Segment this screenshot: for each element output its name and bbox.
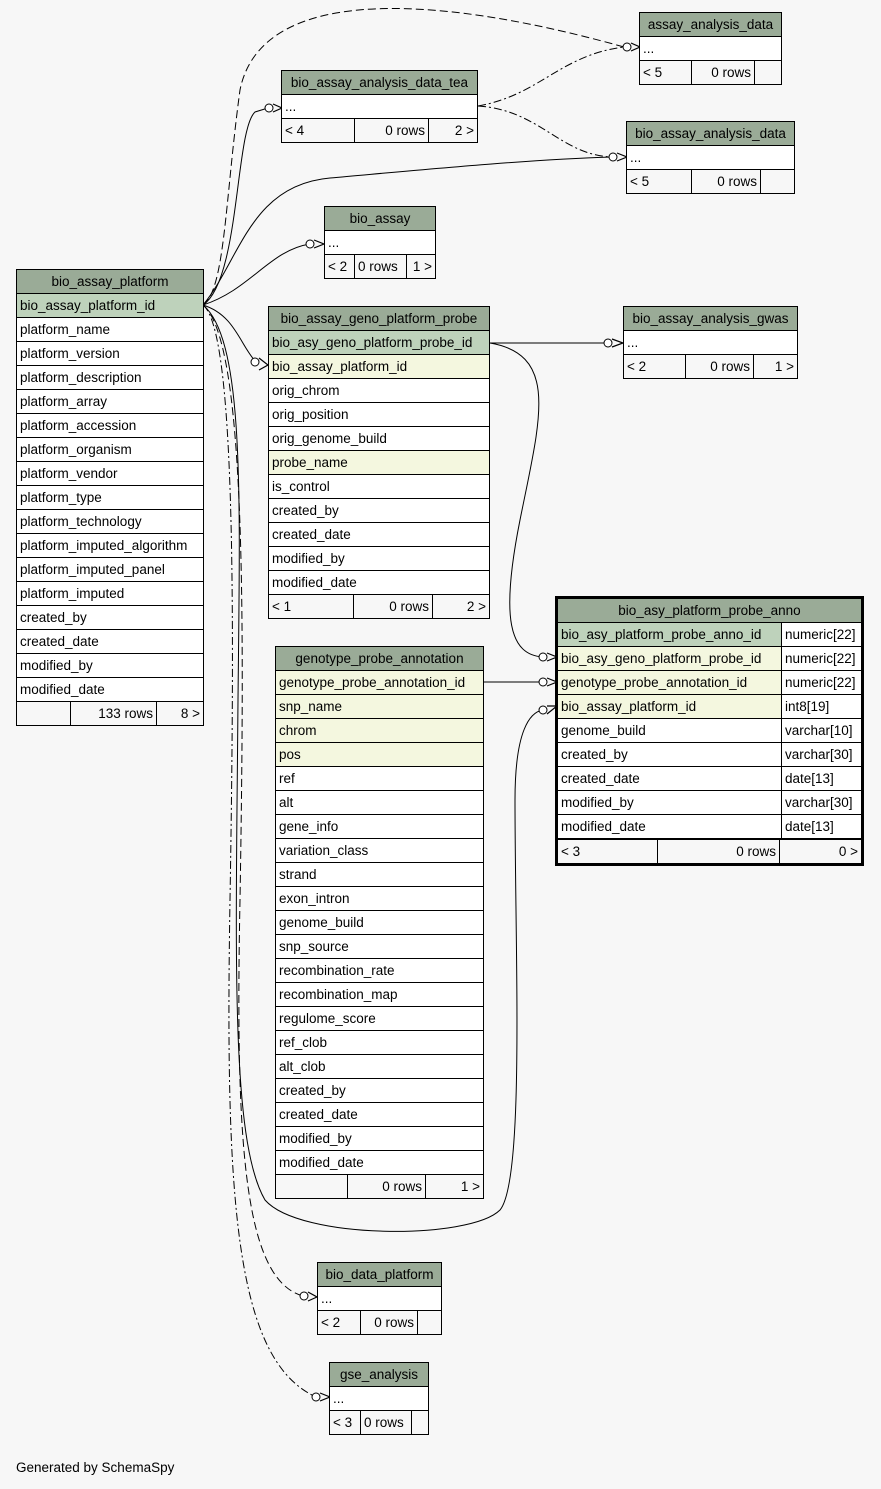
table-footer: [330, 1411, 428, 1434]
table-title: bio_assay_analysis_gwas: [624, 307, 797, 331]
table-row: [269, 331, 489, 355]
table-row: [17, 462, 203, 486]
table-footer: [558, 839, 861, 863]
table-gse-analysis[interactable]: [329, 1362, 429, 1435]
table-bio-assay[interactable]: [324, 206, 436, 279]
column-name: modified_date: [279, 1155, 364, 1170]
column-name: modified_date: [20, 682, 105, 697]
column-name: modified_by: [279, 1131, 352, 1146]
column-name: recombination_rate: [279, 963, 395, 978]
link-tea-to-bio-assay-analysis-data: [478, 106, 612, 157]
table-row: [624, 331, 797, 355]
column-name: alt: [279, 795, 294, 810]
table-row: [17, 534, 203, 558]
column-name: genome_build: [561, 723, 646, 738]
column-type: varchar[30]: [781, 791, 861, 814]
table-title: bio_assay_analysis_data: [627, 122, 794, 146]
column-name: modified_date: [561, 819, 646, 834]
table-row: [558, 647, 861, 671]
table-row: [558, 743, 861, 767]
table-footer: [627, 170, 794, 193]
column-name: variation_class: [279, 843, 369, 858]
column-type: numeric[22]: [781, 671, 861, 694]
column-name: platform_organism: [20, 442, 132, 457]
table-title: bio_assay_geno_platform_probe: [269, 307, 489, 331]
column-name: recombination_map: [279, 987, 398, 1002]
table-bio-assay-analysis-data-tea[interactable]: [281, 70, 478, 143]
column-name: modified_by: [20, 658, 93, 673]
table-row: [17, 318, 203, 342]
column-name: ...: [627, 335, 639, 350]
row-count: 0 rows: [360, 1311, 417, 1334]
table-row: [17, 342, 203, 366]
row-count: 0 rows: [360, 1411, 411, 1434]
table-row: [276, 719, 483, 743]
table-bio-assay-analysis-data[interactable]: [626, 121, 795, 194]
table-row: [640, 37, 781, 61]
children-count: 1 >: [425, 1175, 483, 1198]
table-row: [276, 863, 483, 887]
column-name: regulome_score: [279, 1011, 376, 1026]
table-row: [276, 671, 483, 695]
table-row: [282, 95, 477, 119]
table-footer: [282, 119, 477, 142]
parents-count: [17, 702, 70, 725]
column-type: date[13]: [781, 815, 861, 838]
column-name: genome_build: [279, 915, 364, 930]
column-name: genotype_probe_annotation_id: [279, 675, 466, 690]
children-count: [760, 170, 794, 193]
column-name: platform_imputed_panel: [20, 562, 165, 577]
column-name: ref: [279, 771, 295, 786]
column-name: created_by: [20, 610, 87, 625]
table-row: [269, 403, 489, 427]
table-row: [17, 390, 203, 414]
parents-count: < 3: [333, 1415, 353, 1430]
table-row: [269, 523, 489, 547]
table-row: [627, 146, 794, 170]
column-name: ...: [630, 150, 642, 165]
table-row: [276, 959, 483, 983]
table-genotype-probe-annotation[interactable]: [275, 646, 484, 1199]
table-row: [269, 475, 489, 499]
column-type: varchar[30]: [781, 743, 861, 766]
table-row: [276, 743, 483, 767]
table-row: [276, 983, 483, 1007]
table-footer: [624, 355, 797, 378]
table-row: [558, 791, 861, 815]
parents-count: < 3: [561, 844, 581, 859]
link-probe-anno-geno-probe: [490, 343, 543, 657]
parents-count: < 5: [643, 65, 663, 80]
column-name: alt_clob: [279, 1059, 326, 1074]
parents-count: < 2: [328, 259, 348, 274]
table-row: [276, 791, 483, 815]
table-bio-assay-geno-platform-probe[interactable]: [268, 306, 490, 619]
column-name: platform_type: [20, 490, 102, 505]
column-name: platform_vendor: [20, 466, 118, 481]
link-geno-platform-probe: [203, 305, 256, 362]
column-name: exon_intron: [279, 891, 350, 906]
table-row: [558, 767, 861, 791]
table-row: [558, 815, 861, 839]
parents-count: < 1: [272, 599, 292, 614]
table-row: [17, 678, 203, 702]
table-row: [17, 294, 203, 318]
column-name: created_date: [561, 771, 640, 786]
table-row: [276, 1151, 483, 1175]
children-count: 1 >: [406, 255, 435, 278]
table-row: [269, 547, 489, 571]
parents-count: < 4: [285, 123, 305, 138]
column-name: genotype_probe_annotation_id: [561, 675, 748, 690]
table-row: [17, 558, 203, 582]
table-footer: [17, 702, 203, 725]
link-bio-assay-analysis-data-tea: [203, 108, 268, 305]
column-name: bio_assay_platform_id: [272, 359, 408, 374]
table-row: [17, 438, 203, 462]
column-type: int8[19]: [781, 695, 861, 718]
table-row: [276, 815, 483, 839]
column-name: modified_by: [561, 795, 634, 810]
table-row: [17, 486, 203, 510]
link-tea-to-assay-analysis-data: [478, 47, 624, 106]
column-name: platform_version: [20, 346, 120, 361]
column-name: platform_accession: [20, 418, 137, 433]
generated-by-note[interactable]: Generated by SchemaSpy: [16, 1460, 175, 1475]
table-row: [269, 499, 489, 523]
table-row: [276, 1127, 483, 1151]
column-name: ...: [333, 1391, 345, 1406]
column-type: varchar[10]: [781, 719, 861, 742]
table-row: [330, 1387, 428, 1411]
row-count: 0 rows: [657, 840, 779, 863]
parents-count: < 2: [321, 1315, 341, 1330]
table-assay-analysis-data[interactable]: [639, 12, 782, 85]
table-row: [269, 571, 489, 595]
children-count: [754, 61, 781, 84]
table-row: [276, 911, 483, 935]
column-name: bio_assay_platform_id: [561, 699, 697, 714]
table-row: [276, 839, 483, 863]
column-name: ref_clob: [279, 1035, 328, 1050]
column-name: orig_genome_build: [272, 431, 387, 446]
column-name: created_date: [20, 634, 99, 649]
column-name: platform_name: [20, 322, 111, 337]
table-title: bio_assay: [325, 207, 435, 231]
column-name: orig_position: [272, 407, 349, 422]
children-count: 2 >: [432, 595, 489, 618]
table-footer: [318, 1311, 441, 1334]
parents-count: < 5: [630, 174, 650, 189]
column-name: platform_imputed: [20, 586, 125, 601]
children-count: 2 >: [428, 119, 477, 142]
column-name: created_by: [272, 503, 339, 518]
column-name: bio_asy_geno_platform_probe_id: [561, 651, 762, 666]
column-name: ...: [643, 41, 655, 56]
table-footer: [325, 255, 435, 278]
table-title: bio_assay_platform: [17, 270, 203, 294]
row-count: 0 rows: [353, 595, 432, 618]
column-name: snp_name: [279, 699, 343, 714]
column-name: bio_assay_platform_id: [20, 298, 156, 313]
table-title: gse_analysis: [330, 1363, 428, 1387]
table-row: [269, 427, 489, 451]
table-title: bio_data_platform: [318, 1263, 441, 1287]
table-row: [318, 1287, 441, 1311]
column-type: numeric[22]: [781, 623, 861, 646]
table-footer: [640, 61, 781, 84]
column-name: snp_source: [279, 939, 349, 954]
table-row: [269, 451, 489, 475]
row-count: 133 rows: [70, 702, 156, 725]
table-row: [276, 887, 483, 911]
table-title: bio_assay_analysis_data_tea: [282, 71, 477, 95]
table-row: [276, 695, 483, 719]
column-name: strand: [279, 867, 317, 882]
table-row: [17, 606, 203, 630]
table-footer: [276, 1175, 483, 1198]
table-row: [276, 1007, 483, 1031]
column-name: bio_asy_geno_platform_probe_id: [272, 335, 473, 350]
row-count: 0 rows: [685, 355, 753, 378]
table-row: [276, 935, 483, 959]
table-title: genotype_probe_annotation: [276, 647, 483, 671]
row-count: 0 rows: [347, 1175, 425, 1198]
column-name: orig_chrom: [272, 383, 340, 398]
table-row: [558, 671, 861, 695]
column-name: ...: [321, 1291, 333, 1306]
children-count: 0 >: [779, 840, 861, 863]
column-name: platform_array: [20, 394, 108, 409]
table-row: [17, 654, 203, 678]
row-count: 0 rows: [354, 255, 406, 278]
column-name: platform_description: [20, 370, 142, 385]
table-row: [17, 510, 203, 534]
column-name: chrom: [279, 723, 317, 738]
table-row: [17, 630, 203, 654]
table-row: [269, 355, 489, 379]
column-name: gene_info: [279, 819, 339, 834]
column-name: bio_asy_platform_probe_anno_id: [561, 627, 762, 642]
row-count: 0 rows: [691, 170, 760, 193]
table-bio-data-platform[interactable]: [317, 1262, 442, 1335]
column-name: platform_technology: [20, 514, 142, 529]
table-row: [558, 695, 861, 719]
table-title: bio_asy_platform_probe_anno: [558, 599, 861, 623]
column-name: modified_by: [272, 551, 345, 566]
children-count: [417, 1311, 441, 1334]
column-name: ...: [328, 235, 340, 250]
link-bio-assay: [203, 244, 310, 305]
column-name: probe_name: [272, 455, 348, 470]
table-bio-assay-analysis-gwas[interactable]: [623, 306, 798, 379]
column-name: pos: [279, 747, 301, 762]
table-row: [269, 379, 489, 403]
table-row: [276, 767, 483, 791]
table-row: [17, 414, 203, 438]
table-row: [276, 1079, 483, 1103]
table-row: [17, 582, 203, 606]
column-name: created_by: [561, 747, 628, 762]
column-name: modified_date: [272, 575, 357, 590]
table-row: [276, 1055, 483, 1079]
column-type: date[13]: [781, 767, 861, 790]
table-footer: [269, 595, 489, 618]
children-count: 1 >: [753, 355, 797, 378]
column-name: is_control: [272, 479, 330, 494]
column-name: created_date: [272, 527, 351, 542]
table-row: [558, 719, 861, 743]
column-name: created_date: [279, 1107, 358, 1122]
children-count: 8 >: [156, 702, 203, 725]
row-count: 0 rows: [691, 61, 754, 84]
row-count: 0 rows: [354, 119, 428, 142]
table-bio-asy-platform-probe-anno[interactable]: [555, 596, 864, 866]
column-name: created_by: [279, 1083, 346, 1098]
parents-count: < 2: [627, 359, 647, 374]
table-title: assay_analysis_data: [640, 13, 781, 37]
table-row: [558, 623, 861, 647]
table-row: [276, 1103, 483, 1127]
parents-count: [276, 1175, 347, 1198]
table-row: [325, 231, 435, 255]
column-type: numeric[22]: [781, 647, 861, 670]
children-count: [411, 1411, 428, 1434]
table-row: [17, 366, 203, 390]
table-row: [276, 1031, 483, 1055]
column-name: platform_imputed_algorithm: [20, 538, 188, 553]
table-bio-assay-platform[interactable]: [16, 269, 204, 726]
column-name: ...: [285, 99, 297, 114]
